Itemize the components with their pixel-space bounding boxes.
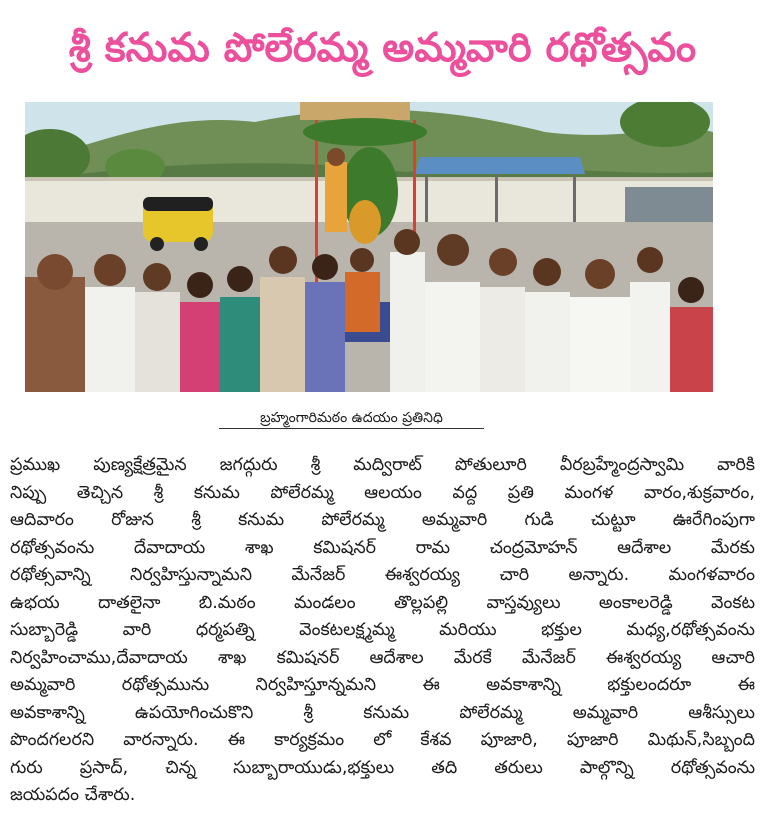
photo-shed-roof [415, 157, 585, 174]
article-line: ఆదివారం రోజున శ్రీ కనుమ పోలేరమ్మ అమ్మవారి గుడి చుట్టూ ఊరేగింపుగా [10, 510, 755, 530]
article-line: నిర్వహించాము,దేవాదాయ శాఖ కమిషనర్ ఆదేశాల మేరకే మేనేజర్ ఈశ్వరయ్య ఆచారి [10, 647, 755, 668]
photo-garland [303, 118, 427, 146]
article-line: నిప్పు తెచ్చిన శ్రీ కనుమ పోలేరమ్మ ఆలయం వద్ద ప్రతి మంగళ వారం,శుక్రవారం, [10, 482, 755, 503]
article-line: రథోత్సవాన్ని నిర్వహిస్తున్నామని మేనేజర్ ఈశ్వరయ్య చారి అన్నారు. మంగళవారం [10, 565, 755, 585]
article-line: గురు ప్రసాద్, చిన్న సుబ్బారాయుడు,భక్తులు తది తరులు పాల్గొన్ని రథోత్సవంను [10, 757, 755, 778]
article-line: అవకాశాన్ని ఉపయోగించుకొని శ్రీ కనుమ పోలేరమ్మ అమ్మవారి ఆశీస్సులు [10, 702, 755, 723]
article-line: సుబ్బారెడ్డి వారి ధర్మపత్ని వెంకటలక్ష్మమ్మ మరియు భక్తుల మధ్య,రథోత్సవంను [10, 620, 755, 640]
article-line: రథోత్సవంను దేవాదాయ శాఖ కమిషనర్ రామ చంద్రమోహన్ ఆదేశాల మేరకు [10, 537, 755, 558]
article-line: జయపదం చేశారు. [10, 785, 136, 805]
article-headline: శ్రీ కనుమ పోలేరమ్మ అమ్మవారి రథోత్సవం [68, 25, 697, 71]
article-line: పొందగలరని వారన్నారు. ఈ కార్యక్రమం లో కేశవ పూజారి, పూజారి మిథున్,సిబ్బంది [10, 730, 755, 750]
article-photo [25, 102, 713, 392]
article-body [10, 452, 755, 810]
article-dateline: బ్రహ్మంగారిమఠం ఉదయం ప్రతినిధి [219, 408, 484, 429]
article-line: అమ్మవారి రథోత్సమును నిర్వహిస్తూన్నమని ఈ అవకాశాన్ని భక్తులందరూ ఈ [10, 675, 755, 695]
article-line: ప్రముఖ పుణ్యక్షేత్రమైన జగద్గురు శ్రీ మద్విరాట్ పోతులూరి వీరబ్రహ్మేంద్రస్వామి వారికి [10, 455, 755, 475]
article-line: ఉభయ దాతలైనా బి.మఠం మండలం తొల్లపల్లి వాస్తవ్యులు అంకాలరెడ్డి వెంకట [10, 592, 755, 613]
